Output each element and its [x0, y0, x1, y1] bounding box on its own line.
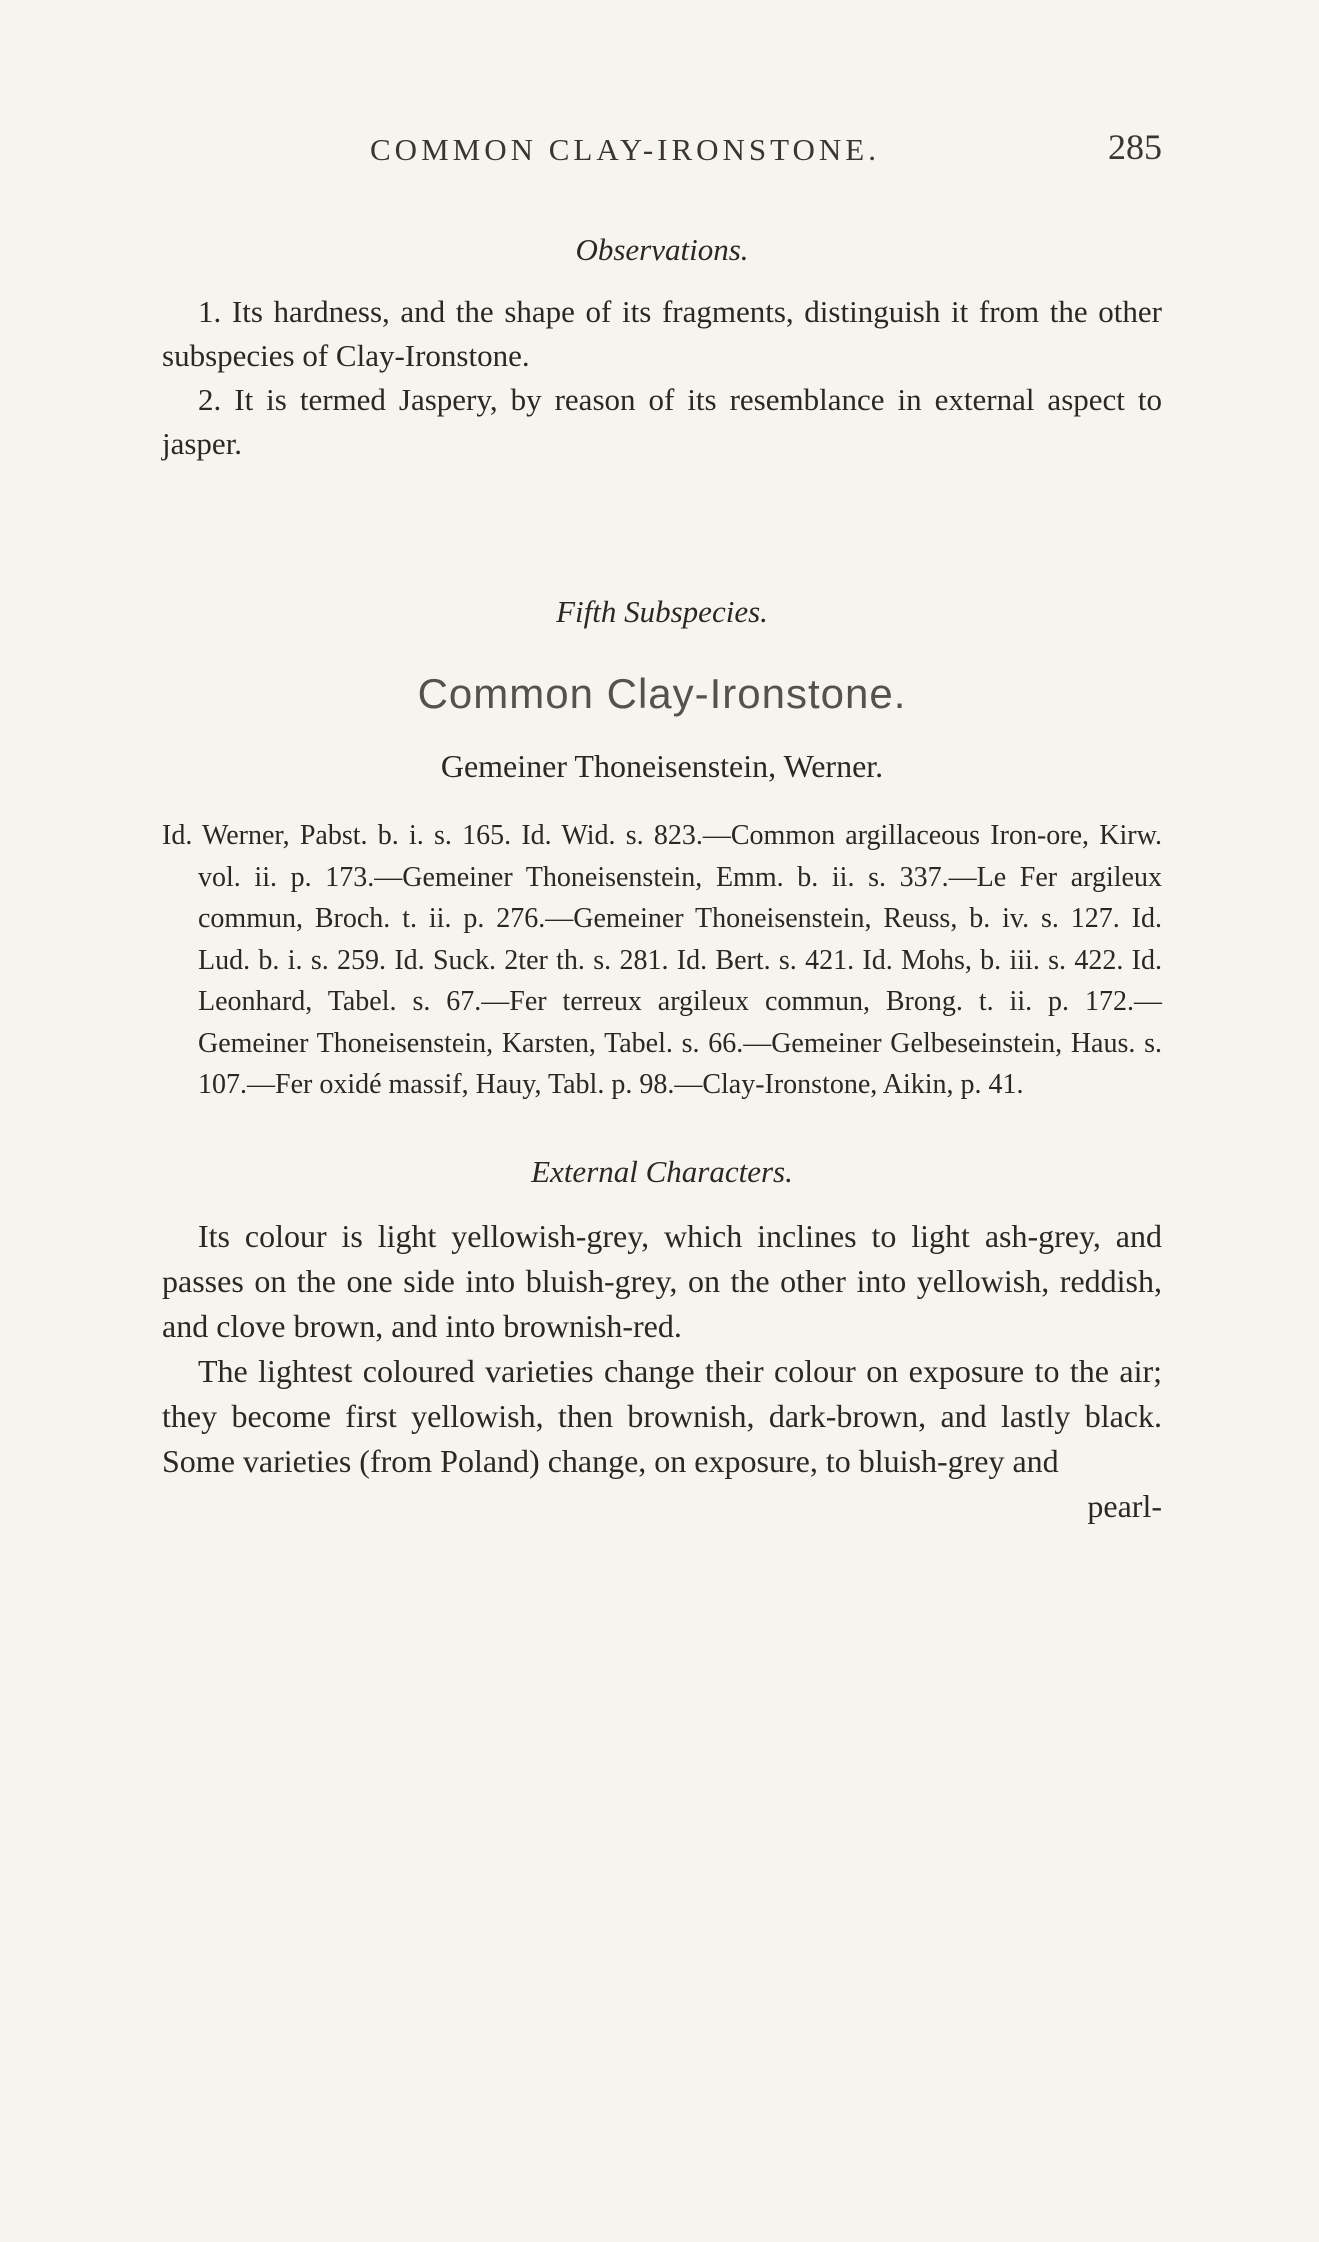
page-number: 285	[1108, 127, 1162, 167]
observations-heading: Observations.	[575, 232, 749, 267]
subspecies-heading: Fifth Subspecies.	[556, 594, 768, 629]
running-title: COMMON CLAY-IRONSTONE.	[370, 132, 880, 167]
running-head	[162, 120, 1162, 170]
body-paragraph: Its colour is light yellowish-grey, which inclines to light ash-grey, and passes on the one side into bluish-grey, on the other into yellowish, reddish, and clove brown, and into brownish-red.	[162, 1217, 1162, 1344]
observation-item: 1. Its hardness, and the shape of its fragments, distinguish it from the other subspecies of Clay-Ironstone.	[162, 294, 1162, 373]
synonymy-paragraph: Id. Werner, Pabst. b. i. s. 165. Id. Wid. s. 823.—Common argillaceous Iron-ore, Kirw. vol. ii. p. 173.—Gemeiner Thoneisenstein, Emm. b. ii. s. 337.—Le Fer argileux commun, Broch. t. ii. p. 276.—Gemeiner Thoneisenstein, Reuss, b. iv. s. 127. Id. Lud. b. i. s. 259. Id. Suck. 2ter th. s. 281. Id. Bert. s. 421. Id. Mohs, b. iii. s. 422. Id. Leonhard, Tabel. s. 67.—Fer terreux argileux commun, Brong. t. ii. p. 172.—Gemeiner Thoneisenstein, Karsten, Tabel. s. 66.—Gemeiner Gelbeseinstein, Haus. s. 107.—Fer oxidé massif, Hauy, Tabl. p. 98.—Clay-Ironstone, Aikin, p. 41.	[162, 820, 1162, 1100]
observation-item: 2. It is termed Jaspery, by reason of its resemblance in external aspect to jasper.	[162, 382, 1162, 461]
body-paragraph: The lightest coloured varieties change their colour on exposure to the air; they become first yellowish, then brownish, dark-brown, and lastly black. Some varieties (from Poland) change, on exposure, to bluish-grey and	[162, 1352, 1162, 1479]
external-characters-heading: External Characters.	[531, 1153, 793, 1189]
german-name: Gemeiner Thoneisenstein, Werner.	[440, 748, 884, 784]
catchword: pearl-	[1087, 1487, 1162, 1524]
book-page	[162, 120, 1162, 1529]
species-title: Common Clay-Ironstone.	[417, 670, 907, 717]
